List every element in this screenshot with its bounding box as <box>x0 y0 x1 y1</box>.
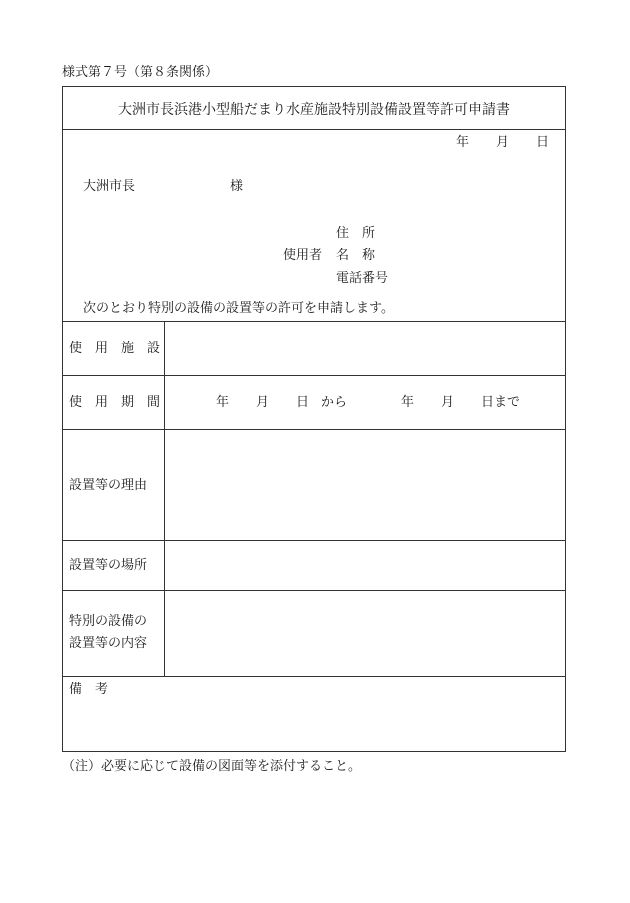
reason-label: 設置等の理由 <box>69 478 148 493</box>
date-month-label: 月 <box>496 135 510 150</box>
row-divider <box>63 540 565 541</box>
applicant-phone-label: 電話番号 <box>336 271 389 286</box>
period-from-year: 年 <box>216 395 230 410</box>
title-divider <box>63 129 565 130</box>
application-statement: 次のとおり特別の設備の設置等の許可を申請します。 <box>83 301 394 316</box>
period-to-month: 月 <box>441 395 455 410</box>
row-divider <box>63 375 565 376</box>
footnote: （注）必要に応じて設備の図面等を添付すること。 <box>62 759 362 774</box>
period-label: 使 用 期 間 <box>69 395 161 410</box>
content-label-line1: 特別の設備の <box>69 614 148 629</box>
addressee-honorific: 様 <box>230 179 244 194</box>
period-to-day: 日まで <box>481 395 521 410</box>
place-label: 設置等の場所 <box>69 558 148 573</box>
row-divider <box>63 590 565 591</box>
remarks-label: 備 考 <box>69 682 109 697</box>
form-number: 様式第７号（第８条関係） <box>62 65 219 80</box>
date-day-label: 日 <box>536 135 550 150</box>
applicant-address-label: 住 所 <box>336 226 376 241</box>
period-from-text: から <box>321 395 348 410</box>
application-form <box>62 86 566 752</box>
facility-label: 使 用 施 設 <box>69 341 161 356</box>
period-from-month: 月 <box>256 395 270 410</box>
applicant-label: 使用者 <box>283 248 323 263</box>
form-title: 大洲市長浜港小型船だまり水産施設特別設備設置等許可申請書 <box>118 102 510 118</box>
applicant-name-label: 名 称 <box>336 248 376 263</box>
date-year-label: 年 <box>456 135 470 150</box>
period-to-year: 年 <box>401 395 415 410</box>
content-label-line2: 設置等の内容 <box>69 636 148 651</box>
row-divider <box>63 676 565 677</box>
row-divider <box>63 429 565 430</box>
period-from-day: 日 <box>296 395 310 410</box>
header-divider <box>63 321 565 322</box>
addressee-name: 大洲市長 <box>83 179 136 194</box>
